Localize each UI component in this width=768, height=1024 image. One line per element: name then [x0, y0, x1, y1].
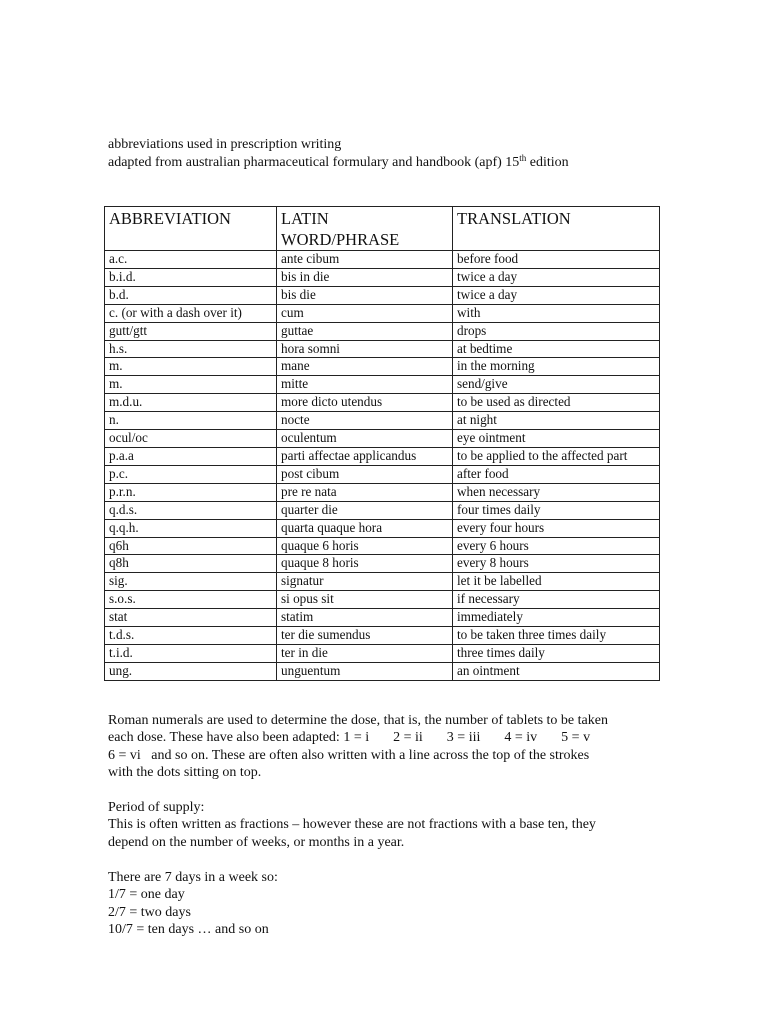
cell-latin: more dicto utendus: [277, 394, 453, 412]
table-row: [105, 501, 660, 519]
column-header-abbreviation: ABBREVIATION: [105, 207, 277, 251]
cell-translation: every 6 hours: [453, 537, 660, 555]
roman-line-3-text: and so on. These are often also written with a line across the top of the strokes: [151, 747, 590, 763]
table-row: [105, 537, 660, 555]
cell-abbreviation: q.d.s.: [105, 501, 277, 519]
cell-translation: with: [453, 304, 660, 322]
cell-abbreviation: m.: [105, 358, 277, 376]
cell-abbreviation: gutt/gtt: [105, 322, 277, 340]
table-row: [105, 591, 660, 609]
cell-latin: bis die: [277, 286, 453, 304]
table-row: [105, 376, 660, 394]
roman-line-2-text: each dose. These have also been adapted:: [108, 730, 340, 746]
table-row: [105, 430, 660, 448]
cell-abbreviation: p.r.n.: [105, 483, 277, 501]
cell-abbreviation: q8h: [105, 555, 277, 573]
abbreviations-table: [104, 206, 660, 681]
table-row: [105, 322, 660, 340]
supply-line-2: depend on the number of weeks, or months in a year.: [108, 834, 405, 850]
table-row: [105, 286, 660, 304]
header-source-suffix: edition: [526, 155, 569, 170]
table-row: [105, 412, 660, 430]
cell-translation: before food: [453, 251, 660, 269]
cell-abbreviation: b.i.d.: [105, 268, 277, 286]
cell-latin: guttae: [277, 322, 453, 340]
cell-latin: nocte: [277, 412, 453, 430]
numeral-4: 4 = iv: [504, 730, 538, 746]
numeral-3: 3 = iii: [446, 730, 481, 746]
column-header-translation: TRANSLATION: [453, 207, 660, 251]
days-item-3: 10/7 = ten days … and so on: [108, 921, 269, 937]
numeral-5: 5 = v: [561, 730, 591, 746]
cell-latin: cum: [277, 304, 453, 322]
cell-translation: drops: [453, 322, 660, 340]
cell-abbreviation: h.s.: [105, 340, 277, 358]
cell-translation: twice a day: [453, 286, 660, 304]
table-row: [105, 304, 660, 322]
cell-translation: four times daily: [453, 501, 660, 519]
cell-translation: to be applied to the affected part: [453, 447, 660, 465]
days-intro: There are 7 days in a week so:: [108, 870, 278, 885]
cell-translation: in the morning: [453, 358, 660, 376]
cell-abbreviation: ocul/oc: [105, 430, 277, 448]
cell-latin: hora somni: [277, 340, 453, 358]
cell-latin: quarter die: [277, 501, 453, 519]
supply-line-1: This is often written as fractions – however these are not fractions with a base ten, they: [108, 817, 596, 833]
cell-latin: si opus sit: [277, 591, 453, 609]
cell-translation: every 8 hours: [453, 555, 660, 573]
table-row: [105, 358, 660, 376]
table-row: [105, 394, 660, 412]
table-row: [105, 465, 660, 483]
header-source-text: adapted from australian pharmaceutical formulary and handbook (apf) 15: [108, 155, 520, 170]
cell-latin: parti affectae applicandus: [277, 447, 453, 465]
table-header-row: [105, 207, 660, 251]
cell-abbreviation: m.: [105, 376, 277, 394]
cell-latin: signatur: [277, 573, 453, 591]
table-row: [105, 609, 660, 627]
cell-abbreviation: a.c.: [105, 251, 277, 269]
cell-abbreviation: p.c.: [105, 465, 277, 483]
document-header: [108, 136, 569, 172]
table-row: [105, 644, 660, 662]
cell-translation: to be taken three times daily: [453, 627, 660, 645]
cell-abbreviation: p.a.a: [105, 447, 277, 465]
cell-abbreviation: ung.: [105, 662, 277, 680]
cell-abbreviation: n.: [105, 412, 277, 430]
cell-translation: an ointment: [453, 662, 660, 680]
cell-latin: pre re nata: [277, 483, 453, 501]
cell-translation: eye ointment: [453, 430, 660, 448]
period-of-supply-section: [108, 799, 663, 851]
cell-translation: to be used as directed: [453, 394, 660, 412]
cell-latin: ter in die: [277, 644, 453, 662]
cell-abbreviation: s.o.s.: [105, 591, 277, 609]
cell-translation: at bedtime: [453, 340, 660, 358]
table-row: [105, 340, 660, 358]
cell-translation: after food: [453, 465, 660, 483]
table-row: [105, 662, 660, 680]
cell-abbreviation: c. (or with a dash over it): [105, 304, 277, 322]
roman-line-2: [108, 729, 663, 746]
cell-abbreviation: t.i.d.: [105, 644, 277, 662]
header-source: [108, 154, 569, 172]
cell-abbreviation: q.q.h.: [105, 519, 277, 537]
table-row: [105, 573, 660, 591]
cell-latin: ante cibum: [277, 251, 453, 269]
cell-translation: when necessary: [453, 483, 660, 501]
cell-abbreviation: q6h: [105, 537, 277, 555]
cell-abbreviation: t.d.s.: [105, 627, 277, 645]
supply-heading: Period of supply:: [108, 800, 205, 815]
cell-latin: mane: [277, 358, 453, 376]
table-row: [105, 268, 660, 286]
table-row: [105, 519, 660, 537]
cell-translation: immediately: [453, 609, 660, 627]
cell-latin: statim: [277, 609, 453, 627]
cell-latin: quaque 8 horis: [277, 555, 453, 573]
roman-line-4: with the dots sitting on top.: [108, 764, 262, 780]
cell-translation: let it be labelled: [453, 573, 660, 591]
table-row: [105, 483, 660, 501]
cell-latin: mitte: [277, 376, 453, 394]
header-title: abbreviations used in prescription writing: [108, 137, 342, 152]
cell-latin: oculentum: [277, 430, 453, 448]
cell-abbreviation: b.d.: [105, 286, 277, 304]
cell-latin: quaque 6 horis: [277, 537, 453, 555]
cell-latin: bis in die: [277, 268, 453, 286]
header-source-superscript: th: [519, 153, 527, 163]
cell-translation: at night: [453, 412, 660, 430]
table-row: [105, 447, 660, 465]
numeral-1: 1 = i: [343, 730, 370, 746]
roman-line-3: [108, 747, 663, 764]
numeral-6: 6 = vi: [108, 747, 141, 763]
cell-abbreviation: m.d.u.: [105, 394, 277, 412]
cell-latin: post cibum: [277, 465, 453, 483]
roman-numerals-section: [108, 712, 663, 781]
cell-latin: ter die sumendus: [277, 627, 453, 645]
table-row: [105, 251, 660, 269]
cell-latin: unguentum: [277, 662, 453, 680]
table-row: [105, 627, 660, 645]
cell-translation: three times daily: [453, 644, 660, 662]
days-item-1: 1/7 = one day: [108, 887, 185, 903]
cell-translation: every four hours: [453, 519, 660, 537]
table-row: [105, 555, 660, 573]
table-body: [105, 251, 660, 681]
days-item-2: 2/7 = two days: [108, 904, 191, 920]
cell-abbreviation: stat: [105, 609, 277, 627]
days-section: [108, 869, 663, 938]
cell-translation: send/give: [453, 376, 660, 394]
numeral-2: 2 = ii: [393, 730, 423, 746]
cell-translation: twice a day: [453, 268, 660, 286]
column-header-latin: LATIN WORD/PHRASE: [277, 207, 453, 251]
cell-translation: if necessary: [453, 591, 660, 609]
cell-latin: quarta quaque hora: [277, 519, 453, 537]
cell-abbreviation: sig.: [105, 573, 277, 591]
roman-line-1: Roman numerals are used to determine the dose, that is, the number of tablets to be taken: [108, 713, 608, 728]
